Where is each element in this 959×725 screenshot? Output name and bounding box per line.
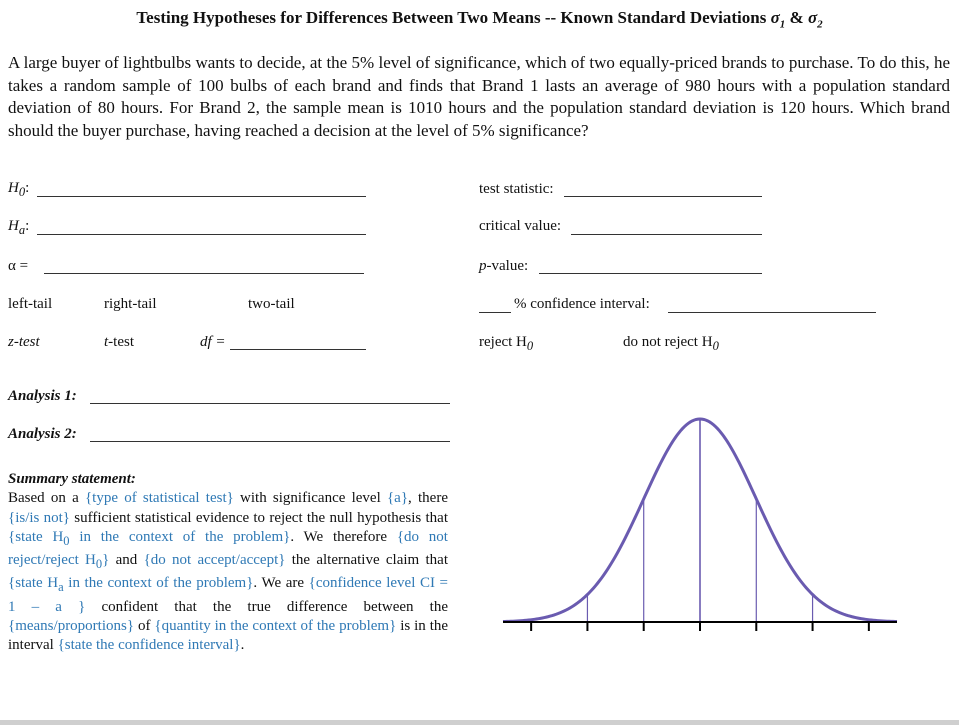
analysis-1-label: Analysis 1: (8, 388, 77, 404)
confidence-level-blank[interactable] (479, 312, 511, 313)
summary-statement: Summary statement: Based on a {type of statistical test} with significance level {a}, there {is/is not} sufficient statistical evidence to reject the null hypothesis that {state $H_0$ in the context of the problem}. We therefore {do not reject/reject $H_0$} and {do not accept/accept} the alternative claim that {state $H_a$ in the context of the problem}. We are {confidence level CI = 1 – a } confident that the true difference between the {means/proportions} of {quantity in the context of the problem} is in the interval {state the confidence interval}. (8, 471, 449, 654)
placeholder-test-type: {type of statistical test} (84, 490, 234, 507)
placeholder-quantity: {quantity in the context of the problem} (154, 618, 397, 635)
bottom-divider (0, 720, 959, 725)
critical-value-blank[interactable] (571, 234, 762, 235)
p-value-blank[interactable] (539, 273, 762, 274)
sigma-1: $\sigma_1$ (770, 8, 786, 31)
page-title (0, 8, 959, 30)
right-tail-option[interactable]: right-tail (104, 296, 157, 312)
h0-label: $H_0$: (8, 180, 30, 199)
two-tail-option[interactable]: two-tail (248, 296, 295, 312)
confidence-interval-label: % confidence interval: (514, 296, 650, 312)
placeholder-interval: {state the confidence interval} (57, 637, 241, 654)
summary-heading: Summary statement: (8, 471, 136, 487)
confidence-interval-blank[interactable] (668, 312, 876, 313)
placeholder-reject-decision: {do not reject/reject $H_0$} (8, 528, 448, 572)
normal-curve-diagram (495, 405, 905, 640)
analysis-2-label: Analysis 2: (8, 426, 77, 442)
sigma-2: $\sigma_2$ (807, 8, 823, 31)
test-statistic-blank[interactable] (564, 196, 762, 197)
placeholder-confidence-level: {confidence level CI = 1 – a } (8, 575, 449, 615)
test-statistic-label: test statistic: (479, 181, 554, 197)
placeholder-state-h0: {state $H_0$ in the context of the problem} (8, 528, 291, 548)
alpha-blank[interactable] (44, 273, 364, 274)
ha-label: $H_a$: (8, 218, 30, 237)
df-label: df = (200, 334, 226, 350)
h0-blank[interactable] (37, 196, 366, 197)
df-blank[interactable] (230, 349, 366, 350)
z-test-option[interactable]: z-test (8, 334, 40, 350)
left-tail-option[interactable]: left-tail (8, 296, 53, 312)
analysis-2-blank[interactable] (90, 441, 450, 442)
placeholder-means-proportions: {means/proportions} (8, 618, 135, 635)
title-text: Testing Hypotheses for Differences Between Two Means -- Known Standard Deviations (136, 8, 767, 27)
ha-blank[interactable] (37, 234, 366, 235)
alpha-label: α = (8, 258, 29, 274)
placeholder-state-ha: {state $H_a$ in the context of the problem} (8, 575, 254, 595)
critical-value-label: critical value: (479, 218, 562, 234)
reject-h0-option[interactable]: reject $H_0$ (479, 334, 534, 353)
title-ampersand: & (789, 8, 804, 27)
problem-statement: A large buyer of lightbulbs wants to decide, at the 5% level of significance, which of two equally-priced brands to purchase. To do this, he takes a random sample of 100 bulbs of each brand and finds that Brand 1 lasts an average of 980 hours with a population standard deviation of 80 hours. For Brand 2, the sample mean is 1010 hours and the population standard deviation is 120 hours. Which brand should the buyer purchase, having reached a decision at the level of 5% significance? (8, 53, 950, 140)
placeholder-alpha: {a} (386, 490, 409, 507)
placeholder-is-is-not: {is/is not} (8, 509, 71, 526)
placeholder-accept-decision: {do not accept/accept} (143, 552, 286, 569)
p-value-label: p-value: (479, 258, 529, 274)
do-not-reject-h0-option[interactable]: do not reject $H_0$ (623, 334, 719, 353)
t-test-option[interactable]: t-test (104, 334, 134, 350)
analysis-1-blank[interactable] (90, 403, 450, 404)
